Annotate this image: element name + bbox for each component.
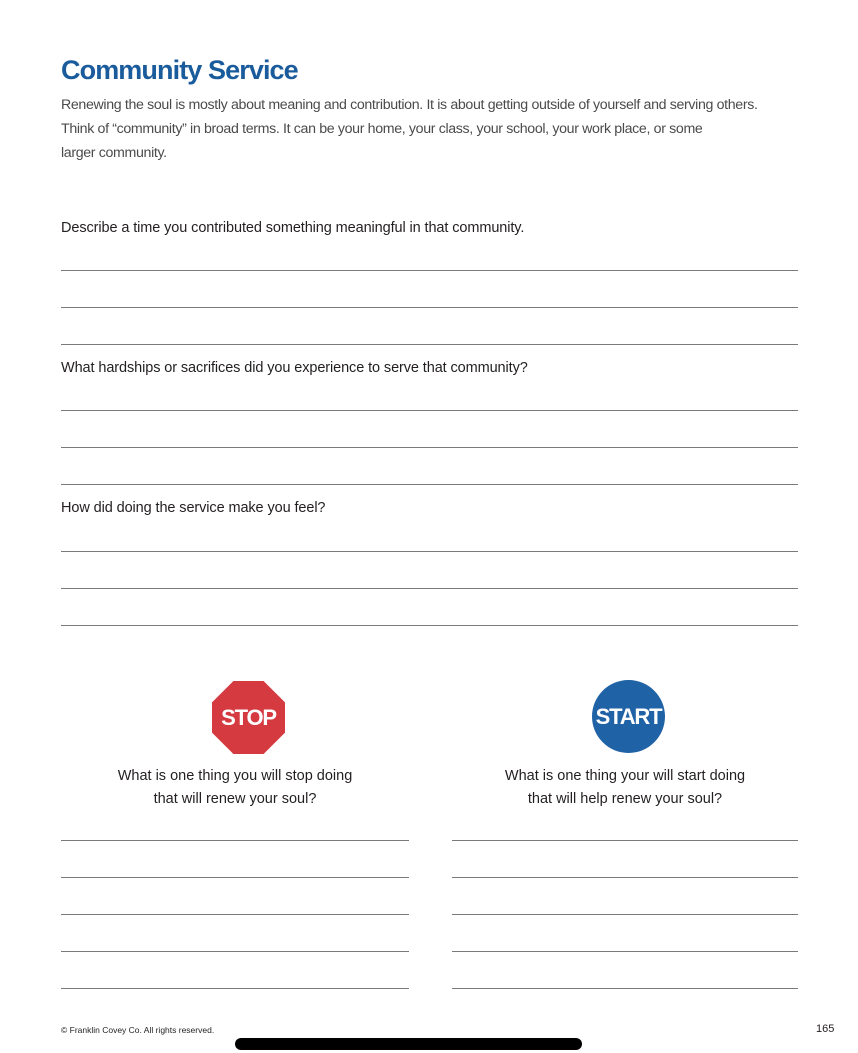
answer-line[interactable]: [61, 410, 798, 411]
start-answer-line[interactable]: [452, 951, 798, 952]
intro-line: Think of “community” in broad terms. It can be your home, your class, your school, your work place, or some: [61, 121, 703, 137]
start-sign-label: START: [595, 703, 662, 729]
stop-sign-label: STOP: [221, 704, 276, 730]
stop-answer-line[interactable]: [61, 988, 409, 989]
answer-line[interactable]: [61, 551, 798, 552]
question-feelings: How did doing the service make you feel?: [61, 500, 326, 516]
stop-sign-icon: [212, 681, 285, 754]
answer-line[interactable]: [61, 270, 798, 271]
start-circle-icon: [592, 680, 665, 753]
start-prompt: [452, 765, 798, 811]
start-answer-line[interactable]: [452, 877, 798, 878]
home-indicator-bar[interactable]: [235, 1038, 582, 1050]
answer-line[interactable]: [61, 484, 798, 485]
intro-line: Renewing the soul is mostly about meaning and contribution. It is about getting outside of yourself and serving others.: [61, 97, 758, 113]
answer-line[interactable]: [61, 588, 798, 589]
start-answer-line[interactable]: [452, 914, 798, 915]
answer-line[interactable]: [61, 625, 798, 626]
page-title: Community Service: [61, 55, 298, 85]
start-prompt-line: that will help renew your soul?: [527, 791, 723, 807]
stop-answer-line[interactable]: [61, 840, 409, 841]
stop-prompt-line: that will renew your soul?: [153, 791, 317, 807]
stop-answer-line[interactable]: [61, 951, 409, 952]
start-answer-line[interactable]: [452, 988, 798, 989]
stop-prompt: [61, 765, 409, 811]
intro-paragraph: [61, 93, 801, 165]
answer-line[interactable]: [61, 447, 798, 448]
page-number: 165: [816, 1023, 835, 1035]
stop-answer-line[interactable]: [61, 877, 409, 878]
answer-line[interactable]: [61, 307, 798, 308]
question-hardships: What hardships or sacrifices did you experience to serve that community?: [61, 360, 528, 376]
copyright-notice: © Franklin Covey Co. All rights reserved.: [61, 1025, 215, 1035]
intro-line: larger community.: [61, 145, 167, 161]
answer-line[interactable]: [61, 344, 798, 345]
question-contribution: Describe a time you contributed something meaningful in that community.: [61, 220, 525, 236]
stop-answer-line[interactable]: [61, 914, 409, 915]
start-answer-line[interactable]: [452, 840, 798, 841]
start-prompt-line: What is one thing your will start doing: [504, 768, 746, 784]
stop-prompt-line: What is one thing you will stop doing: [117, 768, 353, 784]
